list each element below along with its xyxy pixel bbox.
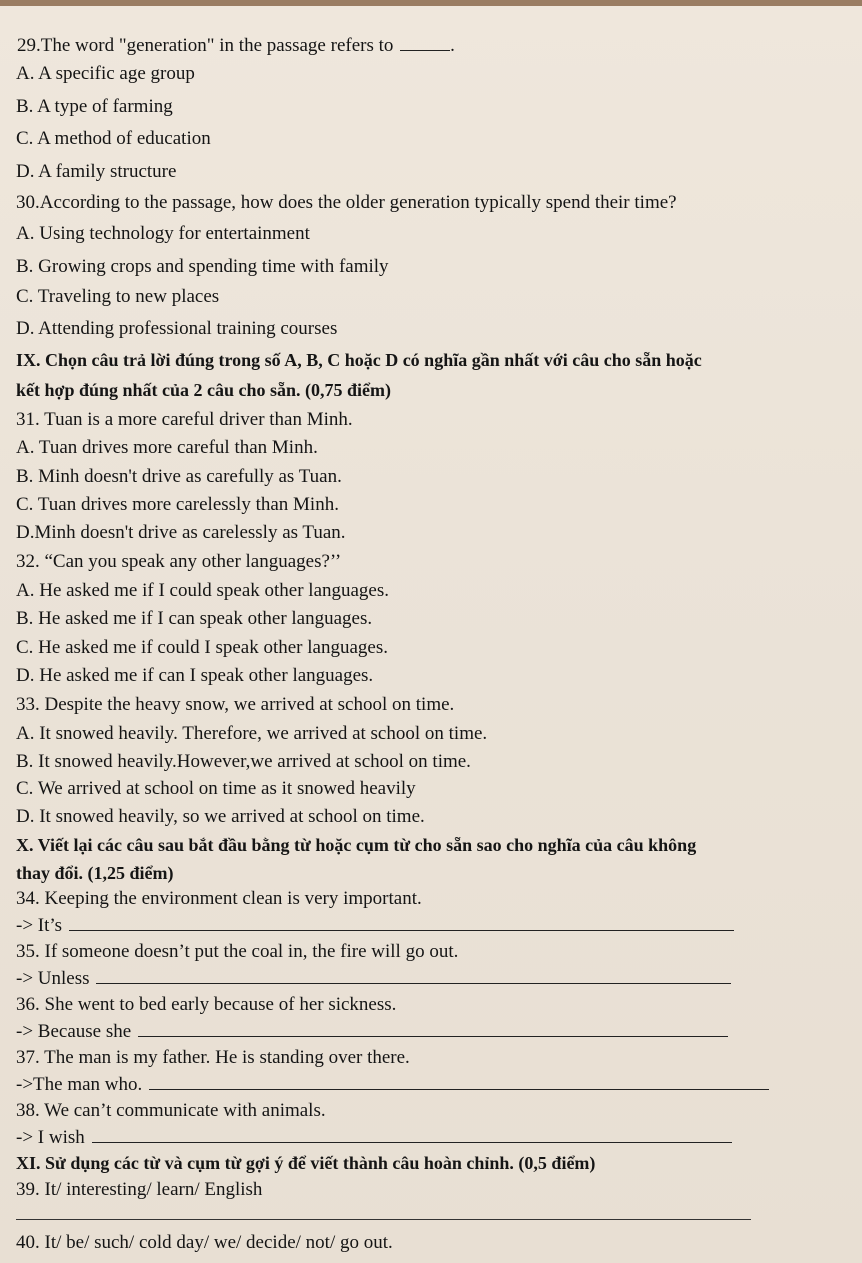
worksheet-page	[0, 6, 862, 1263]
option-33-c[interactable]: C. We arrived at school on time as it snowed heavily	[16, 778, 416, 799]
option-30-b[interactable]: B. Growing crops and spending time with family	[16, 256, 389, 277]
option-29-c[interactable]: C. A method of education	[16, 128, 211, 149]
option-31-d[interactable]: D.Minh doesn't drive as carelessly as Tuan.	[16, 522, 346, 543]
answer-line-35[interactable]	[96, 967, 731, 984]
rewrite-prompt-34	[16, 914, 734, 937]
rewrite-prompt-38-text: -> I wish	[16, 1127, 85, 1148]
answer-line-36[interactable]	[138, 1020, 728, 1037]
section-10-heading-line-1: X. Viết lại các câu sau bắt đầu bằng từ hoặc cụm từ cho sẵn sao cho nghĩa của câu không	[16, 835, 697, 855]
question-39-stem: 39. It/ interesting/ learn/ English	[16, 1179, 263, 1200]
rewrite-prompt-35-text: -> Unless	[16, 968, 90, 989]
section-11-heading: XI. Sử dụng các từ và cụm từ gợi ý để viết thành câu hoàn chỉnh. (0,5 điểm)	[16, 1153, 596, 1173]
answer-line-34[interactable]	[69, 914, 734, 931]
question-37-stem: 37. The man is my father. He is standing over there.	[16, 1047, 410, 1068]
question-30-stem: 30.According to the passage, how does the older generation typically spend their time?	[16, 192, 677, 213]
option-32-b[interactable]: B. He asked me if I can speak other languages.	[16, 608, 373, 629]
rewrite-prompt-38	[16, 1126, 732, 1149]
question-29	[17, 34, 455, 57]
option-31-a[interactable]: A. Tuan drives more careful than Minh.	[16, 437, 318, 458]
question-40-stem: 40. It/ be/ such/ cold day/ we/ decide/ not/ go out.	[16, 1232, 393, 1253]
option-29-d[interactable]: D. A family structure	[16, 161, 177, 182]
option-30-a[interactable]: A. Using technology for entertainment	[16, 223, 310, 244]
option-31-c[interactable]: C. Tuan drives more carelessly than Minh.	[16, 494, 339, 515]
answer-blank-29[interactable]	[400, 34, 450, 51]
option-29-b[interactable]: B. A type of farming	[16, 96, 173, 117]
question-34-stem: 34. Keeping the environment clean is very important.	[16, 888, 422, 909]
option-32-a[interactable]: A. He asked me if I could speak other languages.	[16, 580, 390, 601]
rewrite-prompt-34-text: -> It’s	[16, 915, 63, 936]
answer-line-37[interactable]	[149, 1073, 769, 1090]
section-10-heading-line-2: thay đổi. (1,25 điểm)	[16, 863, 174, 883]
answer-line-38[interactable]	[92, 1126, 732, 1143]
question-29-end: .	[450, 35, 455, 56]
option-29-a[interactable]: A. A specific age group	[16, 63, 195, 84]
option-33-a[interactable]: A. It snowed heavily. Therefore, we arrived at school on time.	[16, 723, 488, 744]
question-38-stem: 38. We can’t communicate with animals.	[16, 1100, 326, 1121]
answer-line-39[interactable]	[16, 1219, 751, 1220]
option-33-b[interactable]: B. It snowed heavily.However,we arrived at school on time.	[16, 751, 471, 772]
question-33-stem: 33. Despite the heavy snow, we arrived at school on time.	[16, 694, 455, 715]
question-31-stem: 31. Tuan is a more careful driver than Minh.	[16, 409, 353, 430]
rewrite-prompt-35	[16, 967, 731, 990]
rewrite-prompt-36-text: -> Because she	[16, 1021, 132, 1042]
option-33-d[interactable]: D. It snowed heavily, so we arrived at school on time.	[16, 806, 425, 827]
option-32-d[interactable]: D. He asked me if can I speak other languages.	[16, 665, 374, 686]
question-36-stem: 36. She went to bed early because of her sickness.	[16, 994, 397, 1015]
question-32-stem: 32. “Can you speak any other languages?’’	[16, 551, 342, 572]
rewrite-prompt-37-text: ->The man who.	[16, 1074, 143, 1095]
section-9-heading-line-1: IX. Chọn câu trả lời đúng trong số A, B, C hoặc D có nghĩa gần nhất với câu cho sẵn hoặc	[16, 350, 702, 370]
option-30-d[interactable]: D. Attending professional training courses	[16, 318, 338, 339]
section-9-heading-line-2: kết hợp đúng nhất của 2 câu cho sẵn. (0,75 điểm)	[16, 380, 392, 400]
option-30-c[interactable]: C. Traveling to new places	[16, 286, 220, 307]
rewrite-prompt-36	[16, 1020, 728, 1043]
question-29-stem: 29.The word "generation" in the passage refers to	[17, 35, 394, 56]
rewrite-prompt-37	[16, 1073, 769, 1096]
question-35-stem: 35. If someone doesn’t put the coal in, the fire will go out.	[16, 941, 459, 962]
option-31-b[interactable]: B. Minh doesn't drive as carefully as Tuan.	[16, 466, 342, 487]
option-32-c[interactable]: C. He asked me if could I speak other languages.	[16, 637, 388, 658]
